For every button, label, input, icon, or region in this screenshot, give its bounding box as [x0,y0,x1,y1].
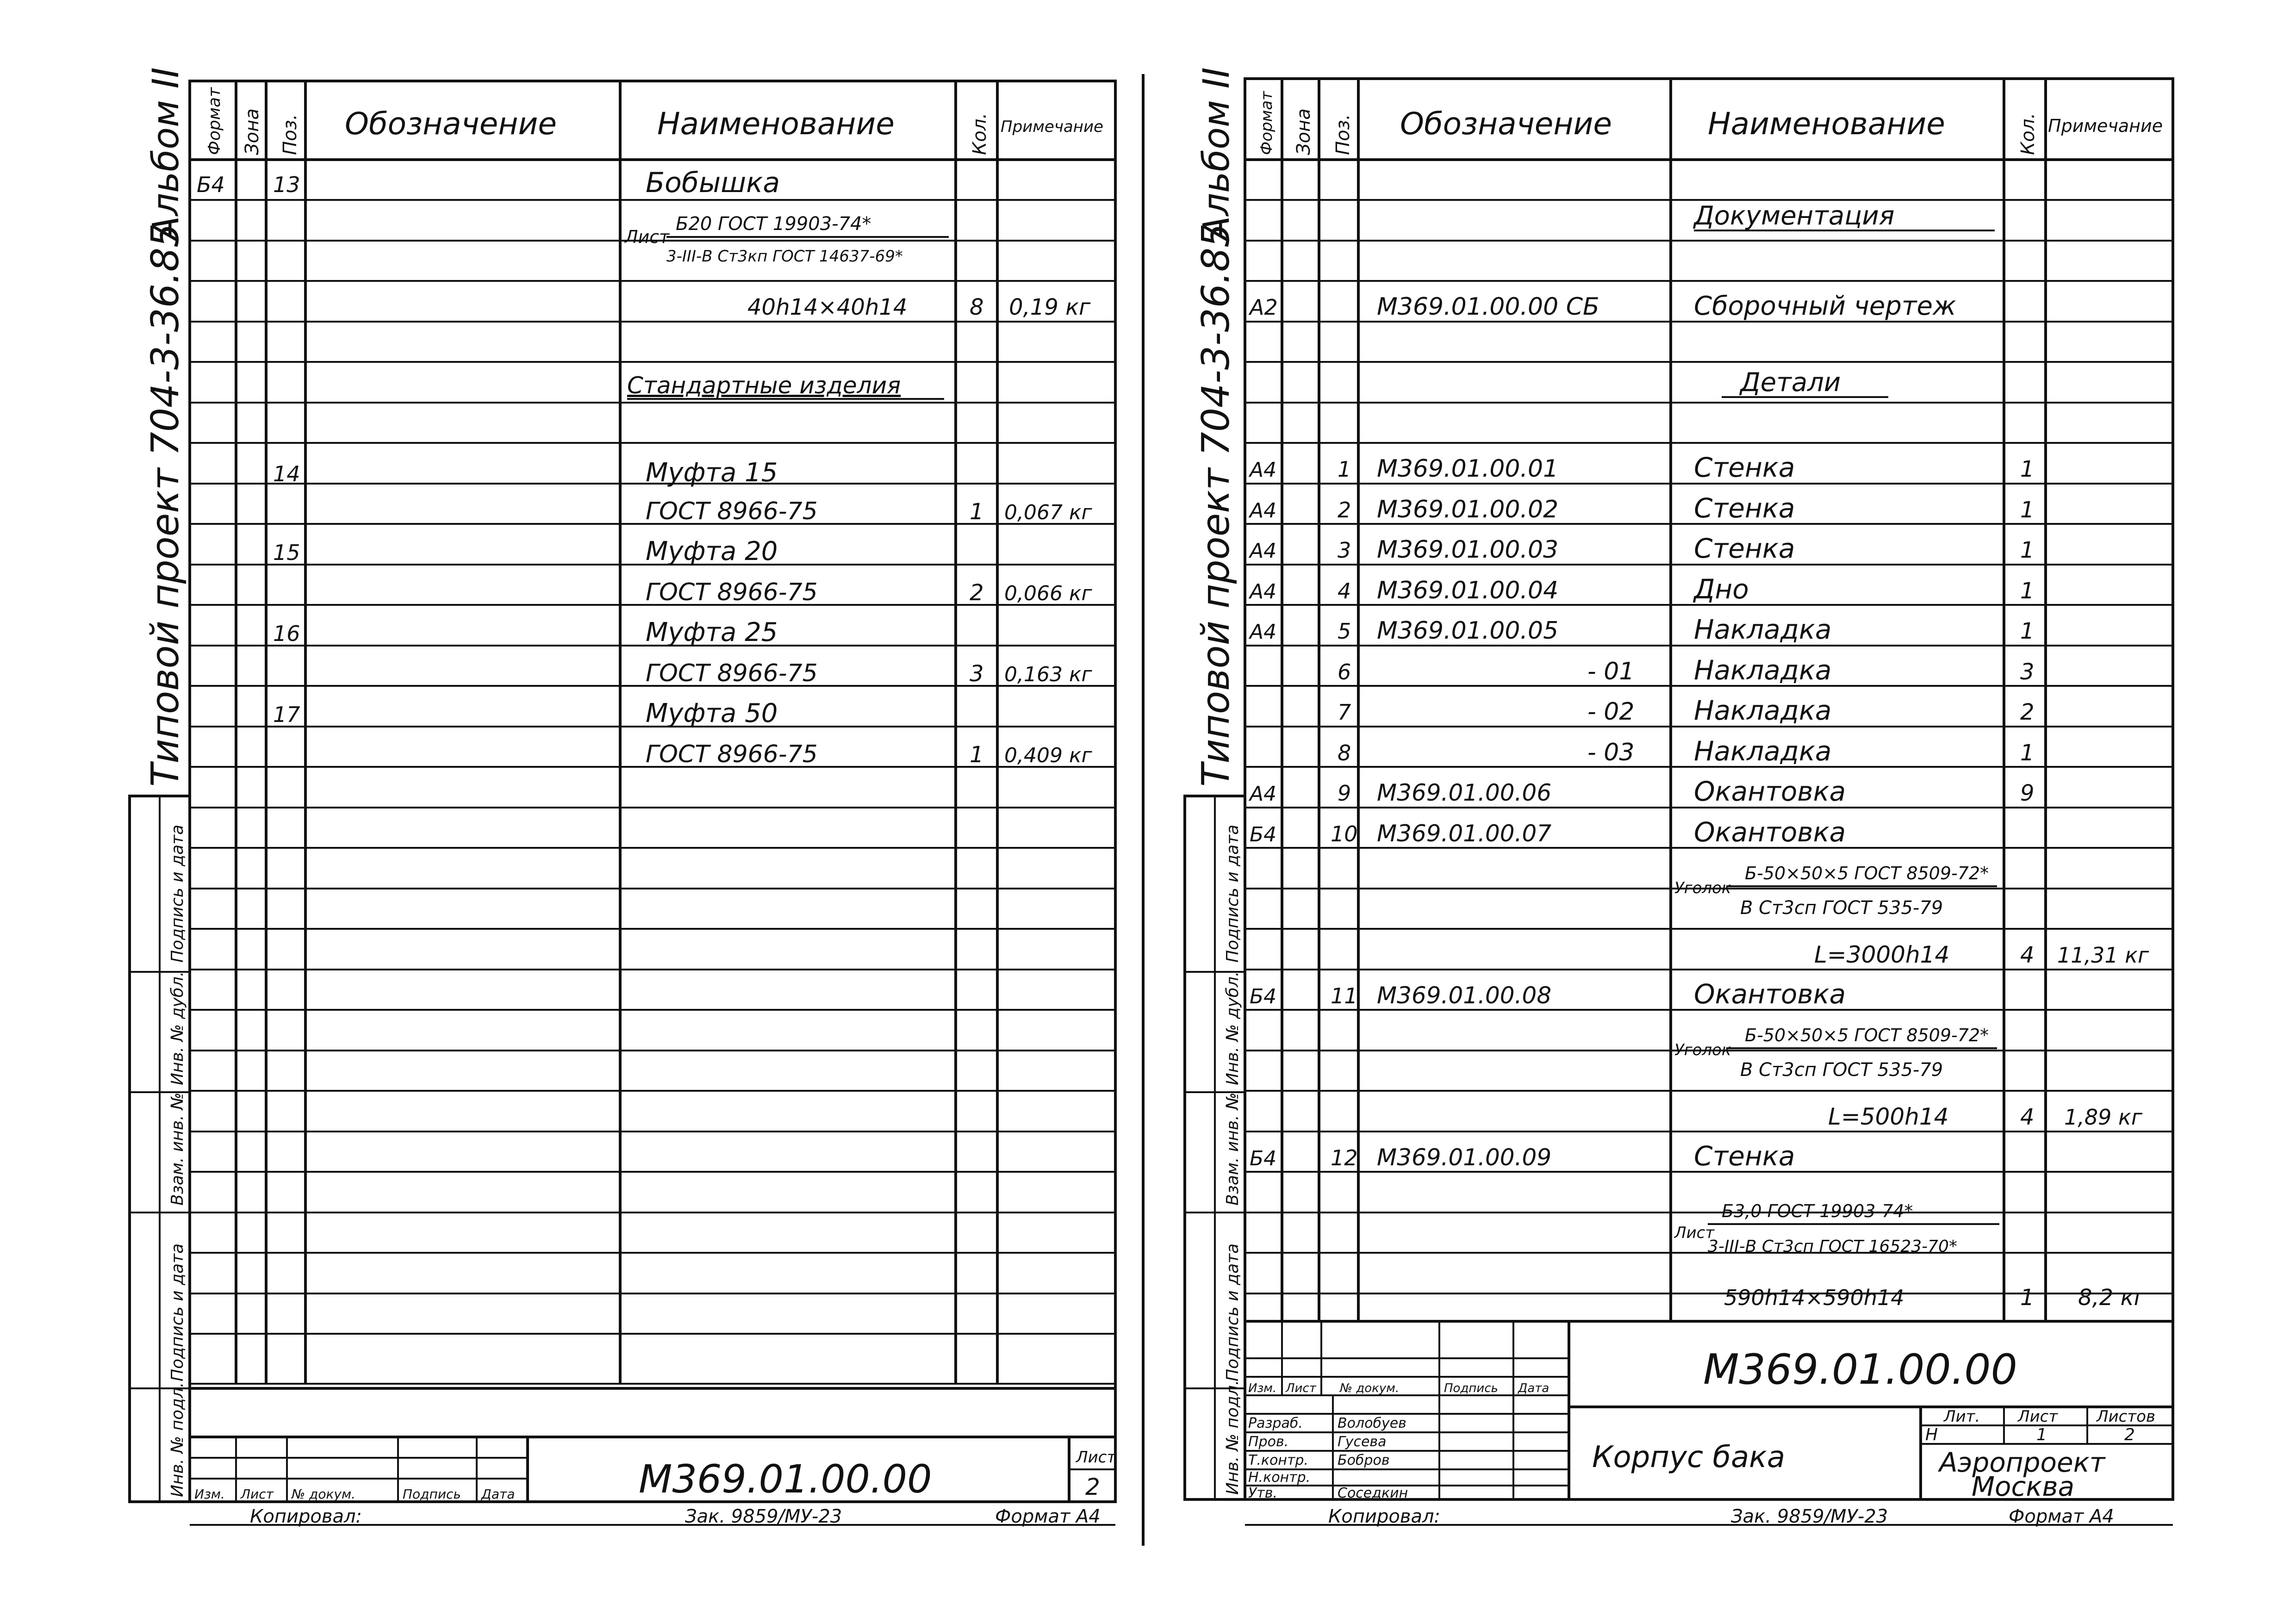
right-stamp-title: Корпус бака [1592,1440,1786,1474]
left-row-9-name: Муфта 20 [646,536,778,566]
left-stamp-col-2: Лист [241,1486,274,1502]
right-row-20-pos: 11 [1331,983,1358,1008]
left-row-14-name: ГОСТ 8966-75 [646,740,818,768]
left-header-note: Примечание [1001,118,1103,136]
right-row-9-qty: 1 [2020,497,2035,523]
right-row-8-qty: 1 [2020,456,2035,482]
right-row-15-designation: - 03 [1587,739,1635,766]
left-project-title: Типовой проект 704-3-36.85 [143,223,187,787]
right-row-9-designation: М369.01.00.02 [1377,496,1559,523]
right-header-name: Наименование [1708,106,1945,142]
right-row-13-pos: 6 [1338,659,1351,684]
right-header-pos: Поз. [1332,114,1354,155]
right-row-10-pos: 3 [1338,538,1351,563]
right-row-19-note: 11,31 кг [2057,943,2149,968]
left-stamp-col-3: № докум. [292,1486,356,1502]
left-row-8-qty: 1 [970,499,984,525]
right-stamp-role-3: Т.контр. [1248,1452,1309,1468]
right-row-25-note: 8,2 кг [2078,1285,2146,1311]
right-row-16-pos: 9 [1338,781,1351,806]
left-row-7-pos: 14 [273,461,300,486]
right-row-15-qty: 1 [2020,740,2035,766]
left-stamp-code: М369.01.00.00 [639,1456,932,1502]
left-stamp-sheet-no: 2 [1085,1474,1100,1500]
right-stamp-lit-value: Н [1925,1425,1938,1444]
right-row-4-name: Сборочный чертеж [1694,291,1956,321]
left-row-2-frac-top: Б20 ГОСТ 19903-74* [676,213,871,235]
left-row-10-note: 0,066 кг [1004,582,1092,605]
right-stamp-name-2: Гусева [1338,1434,1387,1450]
right-row-20-name: Окантовка [1694,978,1846,1010]
right-album-label: Альбом II [1196,67,1238,241]
left-header-format: Формат [205,87,224,155]
right-row-25-qty: 1 [2020,1285,2035,1311]
right-margin-label-5: Инв. № подл. [1223,1380,1242,1495]
right-stamp-role-5: Утв. [1248,1485,1277,1501]
right-stamp-org-line2: Москва [1972,1471,2075,1502]
left-footer-format: Формат А4 [995,1506,1101,1527]
left-section-standard-items: Стандартные изделия [627,372,901,399]
right-row-9-format: А4 [1250,499,1277,522]
right-margin-label-2: Инв. № дубл. [1223,971,1242,1085]
right-row-19-name: L=3000h14 [1814,941,1950,968]
left-row-10-qty: 2 [970,580,984,606]
left-header-designation: Обозначение [345,106,557,142]
left-header-pos: Поз. [280,114,301,155]
left-row-10-name: ГОСТ 8966-75 [646,578,818,606]
right-row-10-name: Стенка [1694,533,1795,564]
right-header-note: Примечание [2048,116,2163,136]
right-row-24-prefix: Лист [1674,1224,1715,1242]
right-stamp-sheet-label: Лист [2018,1407,2058,1426]
right-row-11-format: А4 [1250,580,1277,603]
right-stamp-org-line1: Аэропроект [1939,1447,2105,1478]
right-row-17-format: Б4 [1250,823,1277,846]
right-row-18-frac-bottom: В Ст3сп ГОСТ 535-79 [1740,897,1943,919]
right-row-14-designation: - 02 [1587,698,1635,726]
right-stamp-sheets-label: Листов [2097,1407,2156,1426]
right-row-13-designation: - 01 [1587,658,1635,685]
left-row-2-prefix: Лист [625,227,670,247]
right-row-17-name: Окантовка [1694,816,1846,848]
right-row-18-prefix: Уголок [1674,879,1731,897]
right-row-8-pos: 1 [1338,457,1351,482]
left-header-name: Наименование [657,106,895,142]
left-row-8-name: ГОСТ 8966-75 [646,497,818,525]
right-row-8-designation: М369.01.00.01 [1377,455,1559,483]
left-row-9-pos: 15 [273,540,300,565]
right-row-21-frac-bottom: В Ст3сп ГОСТ 535-79 [1740,1059,1943,1081]
right-row-23-pos: 12 [1331,1145,1358,1170]
right-stamp-col-4: Подпись [1444,1381,1498,1395]
right-margin-label-3: Взам. инв. № [1223,1092,1242,1206]
left-footer-order: Зак. 9859/МУ-23 [685,1506,842,1527]
left-row-14-note: 0,409 кг [1004,744,1092,767]
right-stamp-name-3: Бобров [1338,1452,1390,1468]
right-row-17-pos: 10 [1331,821,1358,846]
right-stamp-col-5: Дата [1518,1381,1549,1395]
right-row-12-designation: М369.01.00.05 [1377,617,1559,645]
left-header-qty: Кол. [969,112,990,155]
left-margin-label-2: Инв. № дубл. [168,971,187,1085]
left-header-zone: Зона [242,108,263,155]
left-row-12-qty: 3 [970,661,984,687]
left-row-13-name: Муфта 50 [646,698,778,728]
right-stamp-role-4: Н.контр. [1248,1469,1311,1486]
right-stamp-lit-label: Лит. [1944,1407,1980,1426]
left-row-7-name: Муфта 15 [646,458,778,488]
right-row-21-frac-top: Б-50×50×5 ГОСТ 8509-72* [1745,1025,1989,1045]
right-row-21-prefix: Уголок [1674,1041,1731,1059]
left-footer-copied: Копировал: [250,1506,362,1527]
right-row-10-qty: 1 [2020,537,2035,563]
right-row-23-format: Б4 [1250,1147,1277,1170]
right-row-20-designation: М369.01.00.08 [1377,982,1552,1009]
right-row-17-designation: М369.01.00.07 [1377,820,1552,847]
right-row-19-qty: 4 [2020,942,2035,968]
left-row-12-name: ГОСТ 8966-75 [646,659,818,687]
right-header-format: Формат [1257,91,1276,155]
right-row-24-frac-top: Б3,0 ГОСТ 19903-74* [1722,1201,1913,1221]
left-row-1-pos: 13 [273,172,300,197]
right-row-9-pos: 2 [1338,497,1351,522]
right-header-designation: Обозначение [1400,106,1612,142]
right-stamp-role-1: Разраб. [1248,1415,1303,1431]
right-margin-label-4: Подпись и дата [1223,1243,1242,1381]
right-stamp-code: М369.01.00.00 [1703,1345,2017,1394]
right-margin-label-1: Подпись и дата [1223,824,1242,963]
left-row-1-format: Б4 [197,172,225,197]
right-row-20-format: Б4 [1250,985,1277,1008]
right-row-22-note: 1,89 кг [2064,1105,2142,1130]
right-stamp-name-5: Соседкин [1338,1485,1408,1501]
right-row-8-name: Стенка [1694,452,1795,483]
right-row-4-format: А2 [1250,295,1278,320]
left-row-3-qty: 8 [970,294,984,320]
right-stamp-col-3: № докум. [1340,1381,1400,1395]
right-row-14-qty: 2 [2020,699,2035,725]
right-row-18-frac-top: Б-50×50×5 ГОСТ 8509-72* [1745,863,1989,883]
right-section-details: Детали [1740,367,1841,398]
right-row-12-format: А4 [1250,620,1277,644]
right-row-14-pos: 7 [1338,700,1351,725]
right-row-11-designation: М369.01.00.04 [1377,577,1559,604]
right-row-15-name: Накладка [1694,735,1832,767]
right-header-qty: Кол. [2017,112,2039,155]
right-footer-order: Зак. 9859/МУ-23 [1731,1506,1888,1527]
right-stamp-col-1: Изм. [1248,1381,1277,1395]
right-stamp-role-2: Пров. [1248,1434,1289,1450]
left-row-3-name: 40h14×40h14 [747,294,908,320]
right-row-11-qty: 1 [2020,578,2035,604]
left-margin-label-5: Инв. № подл. [168,1382,187,1497]
right-section-documentation: Документация [1694,201,1895,231]
left-row-14-qty: 1 [970,742,984,768]
right-row-22-qty: 4 [2020,1104,2035,1130]
right-row-12-name: Накладка [1694,614,1832,645]
right-row-12-pos: 5 [1338,619,1351,644]
left-row-12-note: 0,163 кг [1004,663,1092,686]
left-row-13-pos: 17 [273,702,300,727]
right-row-23-designation: М369.01.00.09 [1377,1144,1552,1171]
left-margin-label-1: Подпись и дата [168,824,187,963]
left-row-11-pos: 16 [273,621,300,646]
right-row-9-name: Стенка [1694,492,1795,524]
left-stamp [190,1437,1116,1502]
right-stamp-sheet-value: 1 [2036,1425,2047,1444]
left-stamp-col-1: Изм. [194,1486,225,1502]
left-stamp-col-4: Подпись [403,1486,461,1502]
right-row-12-qty: 1 [2020,618,2035,644]
left-margin-label-4: Подпись и дата [168,1243,187,1381]
left-row-11-name: Муфта 25 [646,617,778,647]
right-row-16-designation: М369.01.00.06 [1377,779,1552,806]
left-stamp-sheet-label: Лист [1076,1448,1116,1467]
left-row-2-frac-bottom: 3-III-В Ст3кп ГОСТ 14637-69* [666,247,903,266]
left-margin-label-3: Взам. инв. № [168,1092,187,1206]
left-album-label: Альбом II [145,67,187,241]
left-page [130,67,1116,1527]
right-row-8-format: А4 [1250,458,1277,482]
right-row-11-pos: 4 [1338,578,1351,603]
right-stamp-col-2: Лист [1286,1381,1316,1395]
right-row-4-designation: М369.01.00.00 СБ [1377,293,1599,321]
right-project-title: Типовой проект 704-3-36.85 [1194,223,1238,787]
right-row-25-name: 590h14×590h14 [1724,1285,1904,1310]
right-row-16-name: Окантовка [1694,776,1846,807]
right-stamp-name-1: Волобуев [1338,1415,1406,1431]
right-row-16-format: А4 [1250,782,1277,806]
right-stamp-sheets-value: 2 [2124,1425,2135,1444]
right-row-10-format: А4 [1250,539,1277,563]
right-page [1185,67,2173,1527]
left-row-1-name: Бобышка [646,167,780,199]
left-row-3-note: 0,19 кг [1009,294,1091,320]
right-row-23-name: Стенка [1694,1140,1795,1172]
right-row-15-pos: 8 [1338,740,1351,765]
right-row-22-name: L=500h14 [1828,1103,1949,1130]
right-row-10-designation: М369.01.00.03 [1377,536,1559,564]
left-row-8-note: 0,067 кг [1004,501,1092,524]
left-stamp-col-5: Дата [481,1486,515,1502]
right-row-14-name: Накладка [1694,695,1832,726]
right-header-zone: Зона [1293,108,1314,155]
right-footer-format: Формат А4 [2009,1506,2114,1527]
right-stamp [1245,1321,2173,1502]
right-row-24-frac-bottom: 3-III-В Ст3сп ГОСТ 16523-70* [1708,1237,1957,1256]
right-row-13-name: Накладка [1694,654,1832,686]
right-row-16-qty: 9 [2020,780,2035,806]
right-footer-copied: Копировал: [1328,1506,1441,1527]
right-row-13-qty: 3 [2020,659,2035,685]
right-row-11-name: Дно [1694,573,1749,605]
